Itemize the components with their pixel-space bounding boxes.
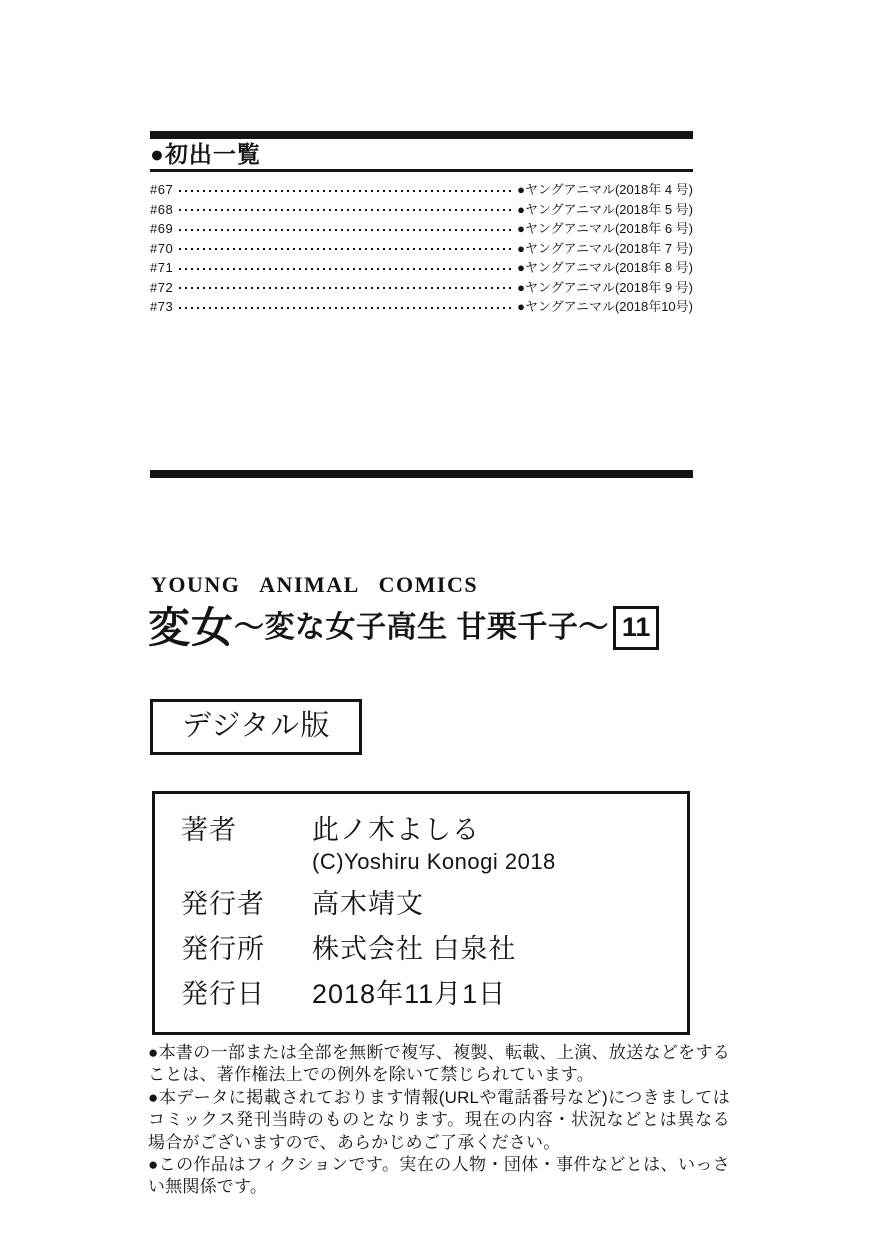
colophon-row <box>181 979 679 1010</box>
colophon-value: 2018年11月1日 <box>312 979 507 1009</box>
book-title-subtitle: ～変な女子高生 甘栗千子～ <box>234 611 609 644</box>
chapter-number: #73 <box>150 299 174 314</box>
chapter-number: #69 <box>150 221 174 236</box>
edition-badge: デジタル版 <box>150 699 362 755</box>
colophon-row <box>181 815 679 846</box>
dot-leader <box>179 248 512 250</box>
volume-badge: 11 <box>613 606 660 650</box>
publication-source: ●ヤングアニマル(2018年 4 号) <box>517 182 693 197</box>
dot-leader <box>179 209 512 211</box>
chapter-number: #71 <box>150 260 174 275</box>
chapter-number: #68 <box>150 201 174 217</box>
section-bottom-bar <box>150 470 693 478</box>
dot-leader <box>179 229 512 231</box>
section-top-bar <box>150 131 693 139</box>
dot-leader <box>179 307 512 309</box>
copyright-note: (C)Yoshiru Konogi 2018 <box>312 849 556 874</box>
colophon-rows <box>181 815 679 1010</box>
book-title-main: 変女 <box>148 604 235 651</box>
chapter-number: #70 <box>150 240 174 256</box>
publication-list-item <box>150 200 693 220</box>
publication-list <box>150 180 693 317</box>
publication-source: ●ヤングアニマル(2018年10号) <box>517 299 693 314</box>
colophon-value: 此ノ木よしる <box>312 815 480 845</box>
colophon-label: 発行者 <box>181 889 265 919</box>
colophon-value: 株式会社 白泉社 <box>312 934 517 964</box>
publication-list-item <box>150 297 693 317</box>
book-title <box>148 606 659 650</box>
first-publication-heading: ●初出一覧 <box>150 141 261 167</box>
notices <box>148 1042 730 1199</box>
colophon-value: 高木靖文 <box>312 889 424 919</box>
notice-paragraph: ●本書の一部または全部を無断で複写、複製、転載、上演、放送などをすることは、著作権法上での例外を除いて禁じられています。 <box>148 1043 730 1085</box>
publication-list-item <box>150 219 693 239</box>
imprint-label: YOUNG ANIMAL COMICS <box>151 572 479 597</box>
dot-leader <box>179 190 512 192</box>
dot-leader <box>179 287 512 289</box>
publication-source: ●ヤングアニマル(2018年 7 号) <box>517 240 693 256</box>
colophon-label: 著者 <box>181 815 237 845</box>
publication-list-item <box>150 278 693 298</box>
dot-leader <box>179 268 512 270</box>
colophon-row <box>181 934 679 965</box>
colophon-row <box>181 889 679 920</box>
heading-underline <box>150 169 693 172</box>
publication-source: ●ヤングアニマル(2018年 9 号) <box>517 279 693 295</box>
chapter-number: #72 <box>150 279 174 295</box>
first-publication-section <box>150 131 693 317</box>
colophon-label: 発行所 <box>181 934 265 964</box>
publication-source: ●ヤングアニマル(2018年 5 号) <box>517 201 693 217</box>
colophon-box <box>152 791 690 1035</box>
notice-paragraph: ●この作品はフィクションです。実在の人物・団体・事件などとは、いっさい無関係です。 <box>148 1155 730 1197</box>
publication-source: ●ヤングアニマル(2018年 6 号) <box>517 221 693 236</box>
colophon-label: 発行日 <box>181 979 265 1009</box>
publication-source: ●ヤングアニマル(2018年 8 号) <box>517 260 693 275</box>
notice-paragraph: ●本データに掲載されております情報(URLや電話番号など)につきましてはコミックス発刊当時のものとなります。現在の内容・状況などとは異なる場合がございますので、あらかじめご了承ください。 <box>148 1087 730 1152</box>
chapter-number: #67 <box>150 182 174 197</box>
publication-list-item <box>150 258 693 278</box>
publication-list-item <box>150 239 693 259</box>
publication-list-item <box>150 180 693 200</box>
